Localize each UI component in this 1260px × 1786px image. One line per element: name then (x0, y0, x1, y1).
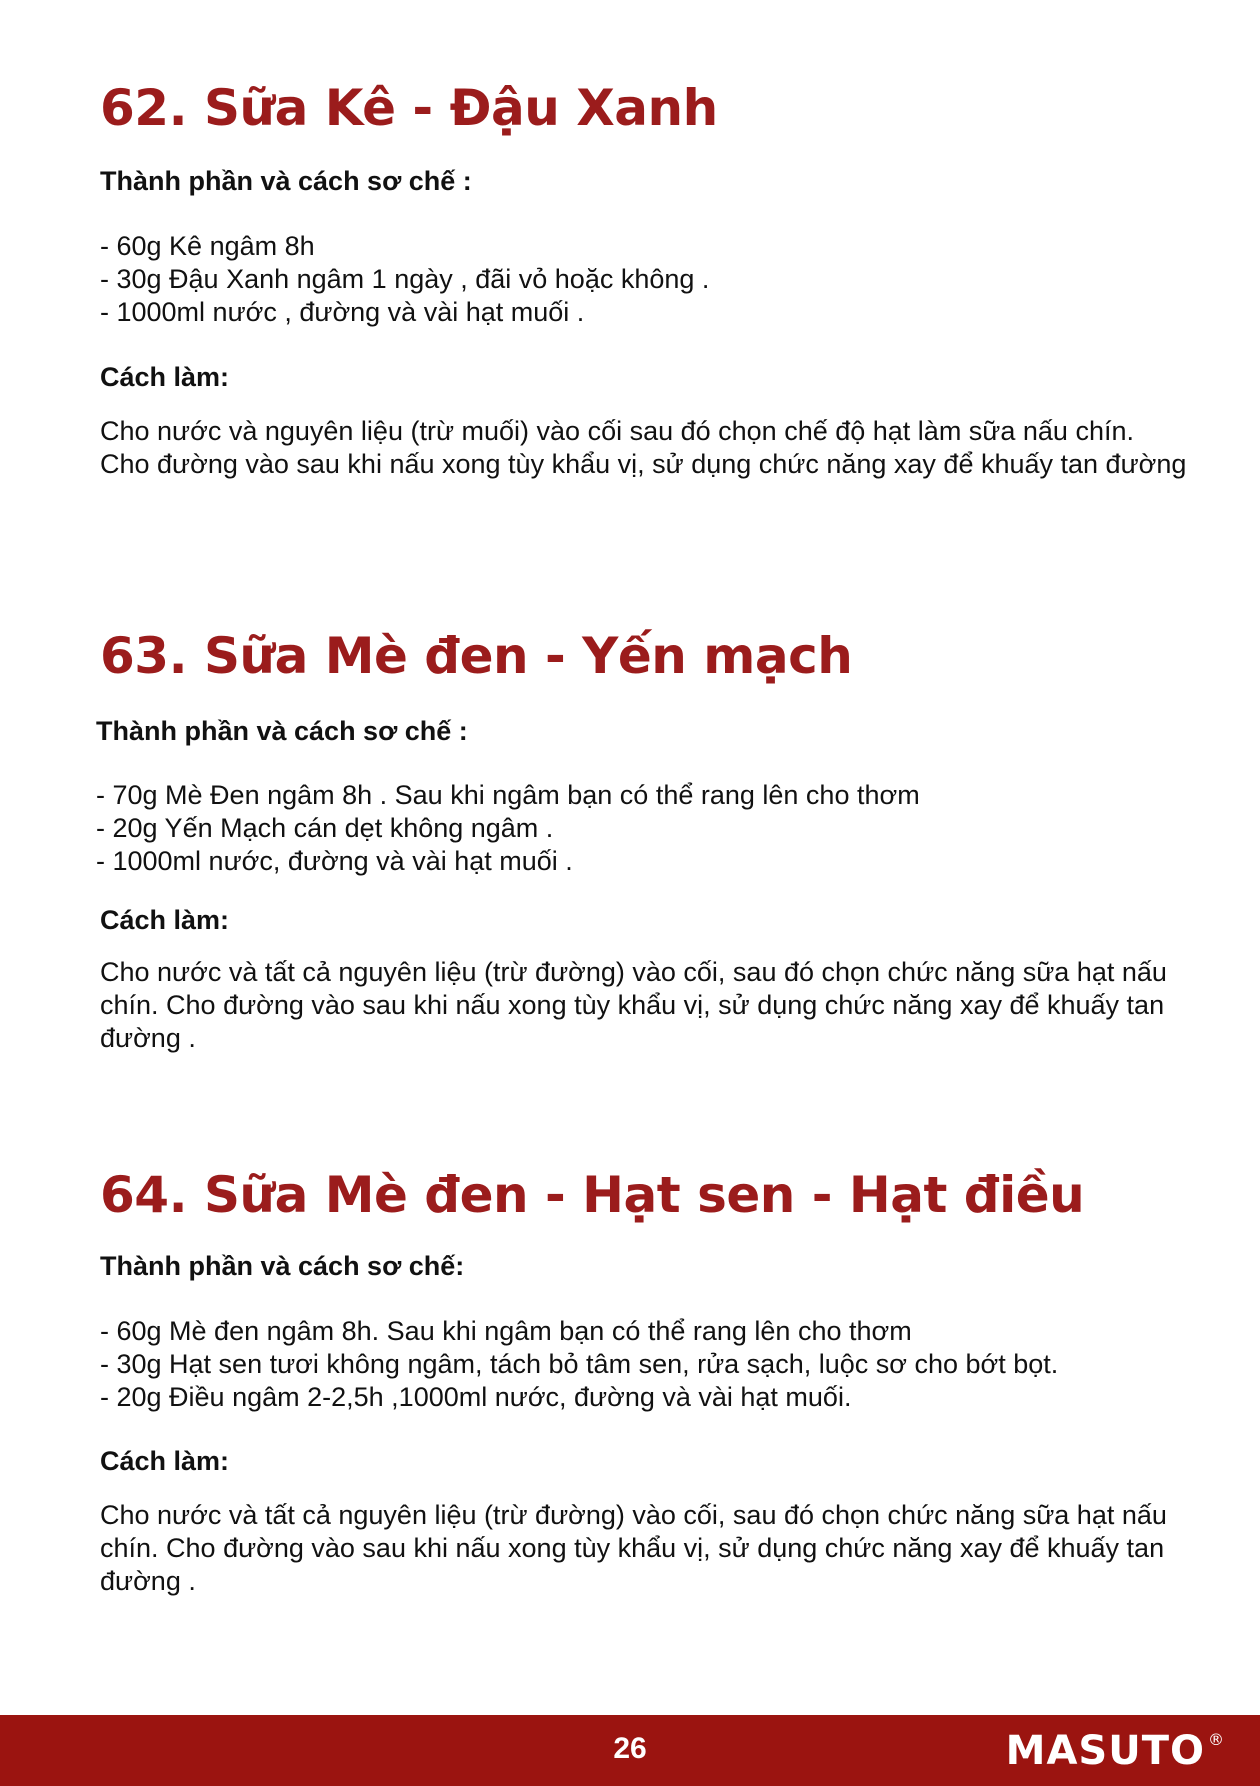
ingredient-item: - 30g Hạt sen tươi không ngâm, tách bỏ tâm sen, rửa sạch, luộc sơ cho bớt bọt. (100, 1349, 1059, 1379)
ingredients-list (100, 1315, 1180, 1414)
ingredient-item: - 20g Điều ngâm 2-2,5h ,1000ml nước, đường và vài hạt muối. (100, 1382, 852, 1412)
page-number: 26 (613, 1732, 647, 1765)
ingredients-list (100, 230, 1180, 329)
recipe-title: 64. Sữa Mè đen - Hạt sen - Hạt điều (100, 1166, 1085, 1224)
ingredient-item: - 60g Mè đen ngâm 8h. Sau khi ngâm bạn có thể rang lên cho thơm (100, 1316, 912, 1346)
brand-name: MASUTO (1005, 1728, 1205, 1774)
page-footer (0, 1715, 1260, 1786)
method-label: Cách làm: (100, 1446, 230, 1476)
ingredients-list (96, 779, 1180, 878)
ingredients-label: Thành phần và cách sơ chế : (100, 166, 472, 196)
method-label: Cách làm: (100, 905, 230, 935)
ingredients-label: Thành phần và cách sơ chế: (100, 1251, 465, 1281)
brand-logo (1006, 1729, 1224, 1773)
method-text: Cho nước và tất cả nguyên liệu (trừ đường) vào cối, sau đó chọn chức năng sữa hạt nấu chín. Cho đường vào sau khi nấu xong tùy khẩu vị, sử dụng chức năng xay để khuấy tan đường . (100, 957, 1167, 1053)
recipe-title: 63. Sữa Mè đen - Yến mạch (100, 627, 853, 685)
ingredients-label: Thành phần và cách sơ chế : (96, 716, 468, 746)
recipe-64 (100, 1165, 1180, 1598)
registered-mark: ® (1208, 1730, 1224, 1749)
ingredient-item: - 70g Mè Đen ngâm 8h . Sau khi ngâm bạn có thể rang lên cho thơm (96, 780, 920, 810)
recipe-62 (100, 78, 1187, 481)
method-text: Cho nước và tất cả nguyên liệu (trừ đường) vào cối, sau đó chọn chức năng sữa hạt nấu chín. Cho đường vào sau khi nấu xong tùy khẩu vị, sử dụng chức năng xay để khuấy tan đường . (100, 1500, 1167, 1596)
ingredient-item: - 1000ml nước, đường và vài hạt muối . (96, 846, 573, 876)
ingredient-item: - 60g Kê ngâm 8h (100, 231, 315, 261)
method-label: Cách làm: (100, 362, 230, 392)
ingredient-item: - 1000ml nước , đường và vài hạt muối . (100, 297, 585, 327)
recipe-title: 62. Sữa Kê - Đậu Xanh (100, 79, 718, 137)
ingredient-item: - 20g Yến Mạch cán dẹt không ngâm . (96, 813, 554, 843)
recipe-63 (96, 626, 1180, 1055)
ingredient-item: - 30g Đậu Xanh ngâm 1 ngày , đãi vỏ hoặc không . (100, 264, 710, 294)
method-text: Cho nước và nguyên liệu (trừ muối) vào cối sau đó chọn chế độ hạt làm sữa nấu chín. Cho đường vào sau khi nấu xong tùy khẩu vị, sử dụng chức năng xay để khuấy tan đường (100, 416, 1187, 479)
